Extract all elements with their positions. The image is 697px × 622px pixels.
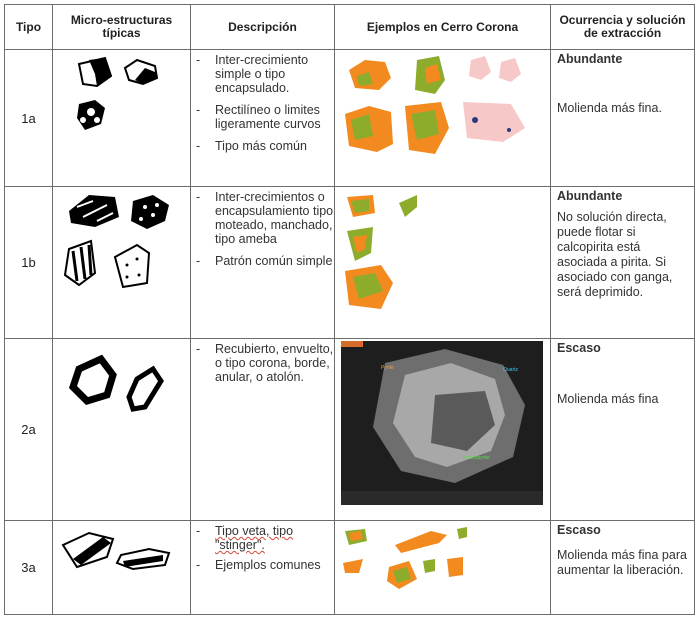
example-image-cell <box>335 339 551 521</box>
occurrence-cell <box>551 521 695 615</box>
particle-photo-1b <box>335 187 549 337</box>
description-cell <box>191 521 335 615</box>
description-item <box>191 524 334 552</box>
tipo-cell: 2a <box>5 339 53 521</box>
occurrence-label: Abundante <box>557 189 623 203</box>
microstructure-sketch-3a <box>53 521 189 613</box>
micro-cell <box>53 187 191 339</box>
header-row <box>5 5 695 50</box>
micro-cell <box>53 50 191 187</box>
particle-photo-3a <box>335 521 549 613</box>
tipo-cell: 1a <box>5 50 53 187</box>
description-cell <box>191 339 335 521</box>
tipo-cell: 1b <box>5 187 53 339</box>
chalcopyrite-label: chalcopyrite <box>463 455 490 461</box>
microstructure-sketch-1b <box>53 187 189 337</box>
description-item: - Ejemplos comunes <box>191 558 334 572</box>
quartz-label: Quartz <box>503 367 519 373</box>
description-cell <box>191 50 335 187</box>
description-item: - Rectilíneo o limites ligeramente curvos <box>191 103 334 131</box>
table-row <box>5 50 695 187</box>
header-ejemplos: Ejemplos en Cerro Corona <box>335 5 551 50</box>
description-cell <box>191 187 335 339</box>
occurrence-label: Abundante <box>557 52 623 66</box>
tipo-cell: 3a <box>5 521 53 615</box>
pyrite-label: Pyrite <box>381 365 394 371</box>
table-row <box>5 521 695 615</box>
sem-micrograph-2a <box>335 339 549 519</box>
extraction-solution: Molienda más fina <box>557 392 659 406</box>
extraction-solution: Molienda más fina. <box>557 101 662 115</box>
header-ocurrencia: Ocurrencia y solución de extracción <box>551 5 695 50</box>
micro-cell <box>53 339 191 521</box>
particle-photo-1a <box>335 50 549 185</box>
table-row <box>5 339 695 521</box>
header-descripcion: Descripción <box>191 5 335 50</box>
occurrence-label: Escaso <box>557 523 601 537</box>
description-item: - Patrón común simple <box>191 254 334 268</box>
occurrence-cell <box>551 187 695 339</box>
description-item: - Recubierto, envuelto, o tipo corona, borde, anular, o atolón. <box>191 342 334 384</box>
description-item: - Inter-crecimiento simple o tipo encapsulado. <box>191 53 334 95</box>
extraction-solution: Molienda más fina para aumentar la liberación. <box>557 548 687 577</box>
vein-type-text: Tipo veta, tipo "stinger". <box>215 524 294 552</box>
extraction-solution: No solución directa, puede flotar si calcopirita está asociada a pirita. Si asociado con ganga, será deprimido. <box>557 210 673 299</box>
microstructure-table <box>4 4 695 615</box>
microstructure-sketch-1a <box>53 50 189 185</box>
occurrence-label: Escaso <box>557 341 601 355</box>
occurrence-cell <box>551 339 695 521</box>
description-item: - Tipo más común <box>191 139 334 153</box>
example-image-cell <box>335 521 551 615</box>
occurrence-cell <box>551 50 695 187</box>
description-item: - Inter-crecimientos o encapsulamiento tipo moteado, manchado, tipo ameba <box>191 190 334 246</box>
header-tipo: Tipo <box>5 5 53 50</box>
micro-cell <box>53 521 191 615</box>
example-image-cell <box>335 50 551 187</box>
table-row <box>5 187 695 339</box>
header-micro: Micro-estructuras típicas <box>53 5 191 50</box>
microstructure-sketch-2a <box>53 339 189 519</box>
example-image-cell <box>335 187 551 339</box>
